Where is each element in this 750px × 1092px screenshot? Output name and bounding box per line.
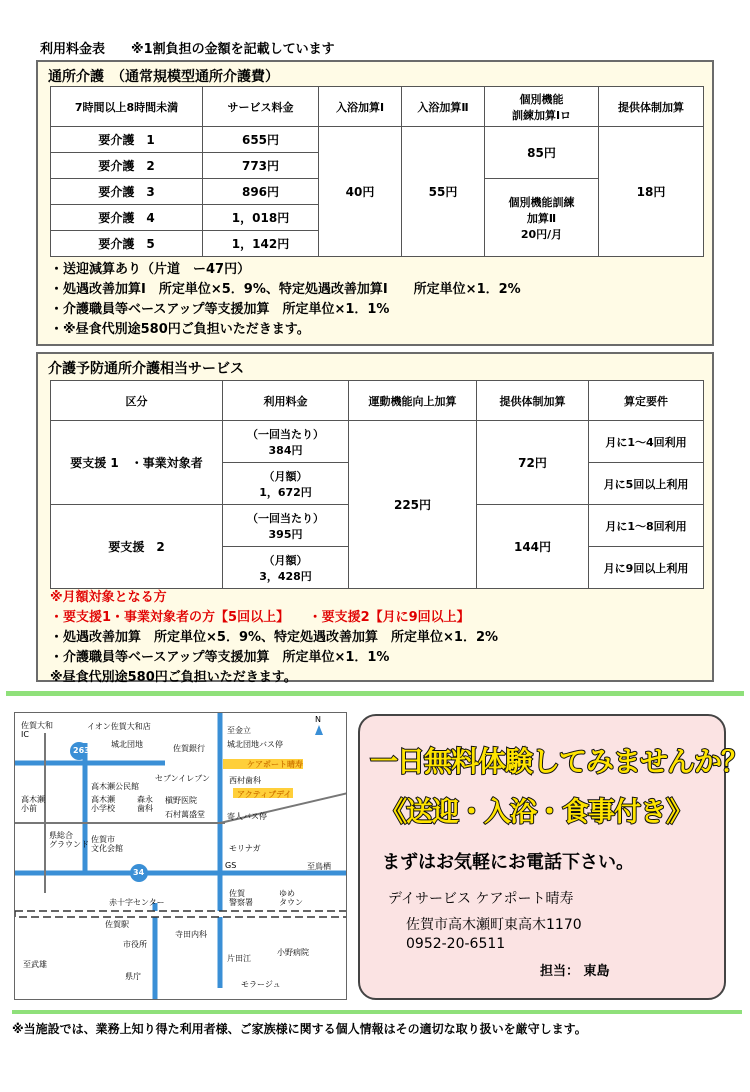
note: ・処遇改善加算 所定単位×5．9%、特定処遇改善加算 所定単位×1．2%: [50, 630, 499, 645]
motor-function-addition: 225円: [349, 421, 477, 589]
monthly-target-note: ※月額対象となる方: [50, 590, 167, 605]
map-label: ゆめ タウン: [279, 889, 303, 907]
map-label: 県庁: [125, 972, 141, 981]
trial-subheadline: 《送迎・入浴・食事付き》: [380, 797, 692, 828]
note: ・送迎減算あり（片道 ー47円）: [50, 262, 251, 277]
map-label: 石村萬盛堂: [165, 810, 205, 819]
fee-monthly: （月額） 3，428円: [223, 547, 349, 589]
col-header: 個別機能 訓練加算Ⅰロ: [485, 87, 599, 127]
requirement: 月に5回以上利用: [589, 463, 704, 505]
map-label: セブンイレブン: [155, 774, 210, 783]
requirement: 月に1～4回利用: [589, 421, 704, 463]
free-trial-panel: [358, 714, 749, 1000]
col-header: 入浴加算Ⅰ: [319, 87, 402, 127]
day-care-fee-box: [36, 60, 714, 346]
route-263-label: 263: [73, 746, 90, 755]
map-label: 市役所: [123, 940, 147, 949]
note: ・※昼食代別途580円ご負担いただきます。: [50, 322, 310, 337]
monthly-target-detail: ・要支援1・事業対象者の方【5回以上】 ・要支援2【月に9回以上】: [50, 610, 470, 625]
map-label: 城北団地: [111, 740, 143, 749]
col-header: 運動機能向上加算: [349, 381, 477, 421]
requirement: 月に9回以上利用: [589, 547, 704, 589]
provision-addition: 18円: [599, 127, 704, 257]
map-label: 県総合 グラウンド: [49, 831, 89, 849]
prevention-fee-box: [36, 352, 714, 685]
map-label: 至金立: [227, 726, 251, 735]
section1-notes: [50, 260, 521, 340]
map-label: モラージュ: [241, 980, 281, 989]
map-label: GS: [225, 861, 237, 870]
bath-addition-1: 40円: [319, 127, 402, 257]
service-fee: 773円: [203, 153, 319, 179]
route-34-label: 34: [133, 868, 145, 877]
day-care-fee-table: [50, 86, 704, 257]
page-header: 利用料金表 ※1割負担の金額を記載しています: [40, 42, 335, 57]
provision-addition: 72円: [477, 421, 589, 505]
map-label: 佐賀銀行: [173, 744, 205, 753]
col-header: 提供体制加算: [477, 381, 589, 421]
map-label: 西村歯科: [229, 776, 261, 785]
map-label: 赤十字センター: [109, 898, 165, 907]
service-fee: 1，018円: [203, 205, 319, 231]
map-label: 寺田内科: [175, 930, 207, 939]
map-label: 佐賀駅: [105, 920, 129, 929]
support-level-2: 要支援 2: [51, 505, 223, 589]
fee-per-visit: （一回当たり） 384円: [223, 421, 349, 463]
note: ※昼食代別途580円ご負担いただきます。: [50, 670, 297, 685]
care-level: 要介護 2: [51, 153, 203, 179]
map-label: 佐賀大和 IC: [21, 721, 53, 739]
service-fee: 1，142円: [203, 231, 319, 257]
map-label: 片田江: [227, 954, 251, 963]
map-label: 森永 歯科: [137, 795, 153, 813]
fee-per-visit: （一回当たり） 395円: [223, 505, 349, 547]
facility-address: 佐賀市高木瀬町東高木1170: [406, 917, 582, 933]
map-label: 高木瀬 小学校: [91, 795, 115, 813]
trial-headline: 一日無料体験してみませんか？: [370, 745, 749, 778]
function-training-2: 個別機能訓練 加算Ⅱ 20円/月: [485, 179, 599, 257]
map-label: 佐賀 警察署: [229, 889, 253, 907]
facility-name: デイサービス ケアポート晴寿: [388, 891, 574, 907]
access-map: [14, 712, 347, 1000]
provision-addition: 144円: [477, 505, 589, 589]
col-header: 区分: [51, 381, 223, 421]
support-level-1: 要支援 1 ・事業対象者: [51, 421, 223, 505]
privacy-footer: ※当施設では、業務上知り得た利用者様、ご家族様に関する個人情報はその適切な取り扱いを厳守します。: [12, 1010, 742, 1037]
col-header: 提供体制加算: [599, 87, 704, 127]
note: ・介護職員等ベースアップ等支援加算 所定単位×1．1%: [50, 302, 390, 317]
care-level: 要介護 5: [51, 231, 203, 257]
note: ・処遇改善加算Ⅰ 所定単位×5．9%、特定処遇改善加算Ⅰ 所定単位×1．2%: [50, 282, 521, 297]
prevention-fee-table: [50, 380, 704, 589]
map-label: 寄人バス停: [227, 812, 267, 821]
map-label: 至武雄: [23, 960, 47, 969]
map-label: アクティブデイ: [237, 790, 292, 799]
map-label: 小野病院: [277, 948, 309, 957]
section2-title: 介護予防通所介護相当サービス: [48, 361, 244, 377]
col-header: 算定要件: [589, 381, 704, 421]
map-label: 高木瀬 小前: [21, 795, 45, 813]
col-header: 7時間以上8時間未満: [51, 87, 203, 127]
north-arrow: N: [315, 715, 321, 724]
phone-number: 0952-20-6511: [406, 936, 506, 952]
contact-person: 担当： 東島: [540, 964, 610, 979]
bath-addition-2: 55円: [402, 127, 485, 257]
care-level: 要介護 3: [51, 179, 203, 205]
fee-monthly: （月額） 1，672円: [223, 463, 349, 505]
requirement: 月に1～8回利用: [589, 505, 704, 547]
care-level: 要介護 1: [51, 127, 203, 153]
col-header: 入浴加算Ⅱ: [402, 87, 485, 127]
map-label: 城北団地バス停: [227, 740, 283, 749]
care-level: 要介護 4: [51, 205, 203, 231]
map-label: モリナガ: [229, 844, 261, 853]
call-prompt: まずはお気軽にお電話下さい。: [382, 852, 634, 873]
map-label: ケアポート晴寿: [247, 760, 303, 769]
col-header: サービス料金: [203, 87, 319, 127]
section1-title: 通所介護 （通常規模型通所介護費）: [48, 69, 279, 85]
col-header: 利用料金: [223, 381, 349, 421]
note: ・介護職員等ベースアップ等支援加算 所定単位×1．1%: [50, 650, 390, 665]
function-training-1: 85円: [485, 127, 599, 179]
service-fee: 896円: [203, 179, 319, 205]
map-label: 槇野医院: [165, 796, 197, 805]
map-label: 高木瀬公民館: [91, 782, 139, 791]
service-fee: 655円: [203, 127, 319, 153]
map-label: 佐賀市 文化会館: [91, 835, 123, 853]
divider: [6, 691, 744, 696]
map-label: 至鳥栖: [307, 862, 331, 871]
map-label: イオン佐賀大和店: [87, 722, 151, 731]
section2-notes: [50, 588, 498, 688]
